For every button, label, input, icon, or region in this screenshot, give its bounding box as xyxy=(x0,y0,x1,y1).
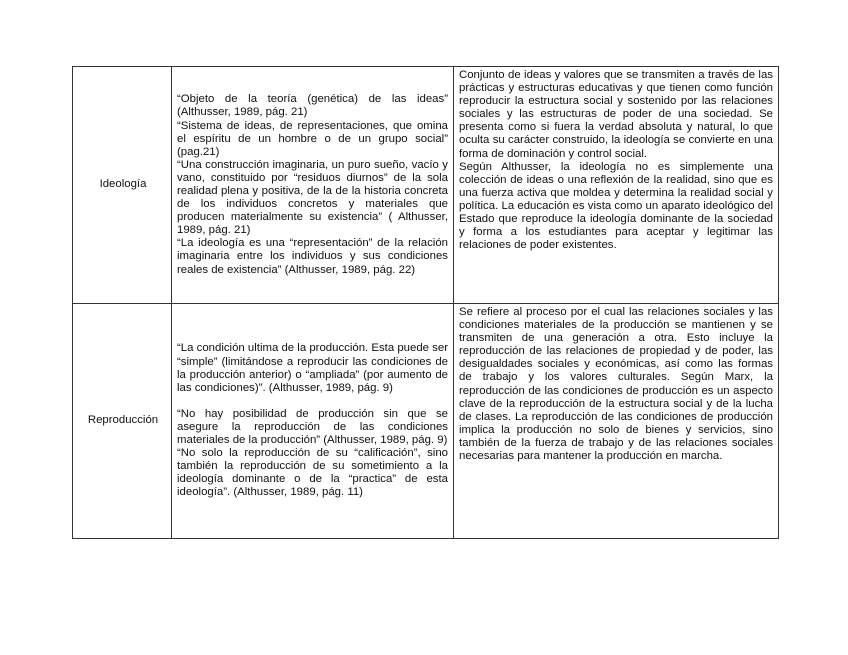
table-row-reproduccion xyxy=(73,304,779,539)
quote: “La ideología es una “representación” de la relación imaginaria entre los individuos y sus condiciones reales de existencia” (Althusser, 1989, pág. 22) xyxy=(177,237,448,276)
quote: “No hay posibilidad de producción sin que se asegure la reproducción de las condiciones materiales de la producción” (Althusser, 1989, pág. 9) xyxy=(177,407,448,447)
term-ideologia: Ideología xyxy=(99,178,147,191)
description-paragraph: Se refiere al proceso por el cual las relaciones sociales y las condiciones materiales de la producción se mantienen y se transmiten de una generación a otra. Esto incluye la reproducción de las relaciones de propiedad y de poder, las desigualdades sociales y económicas, así como las formas de trabajo y los valores culturales. Según Marx, la reproducción de las condiciones de producción es un aspecto clave de la reproducción de la estructura social y de la lucha de clases. La reproducción de las condiciones de producción implica la producción no solo de bienes y servicios, sino también de la fuerza de trabajo y de las relaciones sociales necesarias para mantener la producción en marcha. xyxy=(459,306,773,463)
quote: “Una construcción imaginaria, un puro sueño, vacío y vano, constituido por “residuos diurnos” de la sola realidad plena y positiva, de la de la historia concreta de los individuos concretos y materiales que producen materialmente su existencia” ( Althusser, 1989, pág. 21) xyxy=(177,158,448,237)
description-cell xyxy=(454,304,779,539)
quotes-cell xyxy=(172,67,454,304)
quote: “No solo la reproducción de su “calificación”, sino también la reproducción de su sometimiento a la ideología dominante o de la “practica” de esta ideología”. (Althusser, 1989, pág. 11) xyxy=(177,447,448,499)
description-paragraph: Conjunto de ideas y valores que se transmiten a través de las prácticas y estructuras educativas y que tienen como función reproducir la estructura social y sostenido por las relaciones sociales y las estructuras de poder de una sociedad. Se presenta como si fuera la verdad absoluta y natural, lo que oculta su carácter construido, la ideología se convierte en una forma de dominación y control social. xyxy=(459,69,773,160)
quote: “La condición ultima de la producción. Esta puede ser “simple” (limitándose a reproducir las condiciones de la producción anterior) o “ampliada” (por aumento de las condiciones)”. (Althusser, 1989, pág. 9) xyxy=(177,342,449,394)
quote: “Objeto de la teoría (genética) de las ideas” (Althusser, 1989, pág. 21) xyxy=(177,93,448,119)
description-cell xyxy=(454,67,779,304)
concepts-table xyxy=(72,66,779,539)
term-reproduccion: Reproducción xyxy=(87,414,159,427)
term-cell xyxy=(73,304,172,539)
table-row-ideologia xyxy=(73,67,779,304)
quotes-cell xyxy=(172,304,454,539)
term-cell xyxy=(73,67,172,304)
description-paragraph: Según Althusser, la ideología no es simplemente una colección de ideas o una reflexión de la realidad, sino que es una fuerza activa que moldea y determina la realidad social y política. La educación es vista como un aparato ideológico del Estado que reproduce la ideología dominante de la sociedad y forma a los estudiantes para aceptar y legitimar las relaciones de poder existentes. xyxy=(459,160,773,252)
quote: “Sistema de ideas, de representaciones, que omina el espíritu de un hombre o de un grupo social” (pag.21) xyxy=(177,119,448,158)
